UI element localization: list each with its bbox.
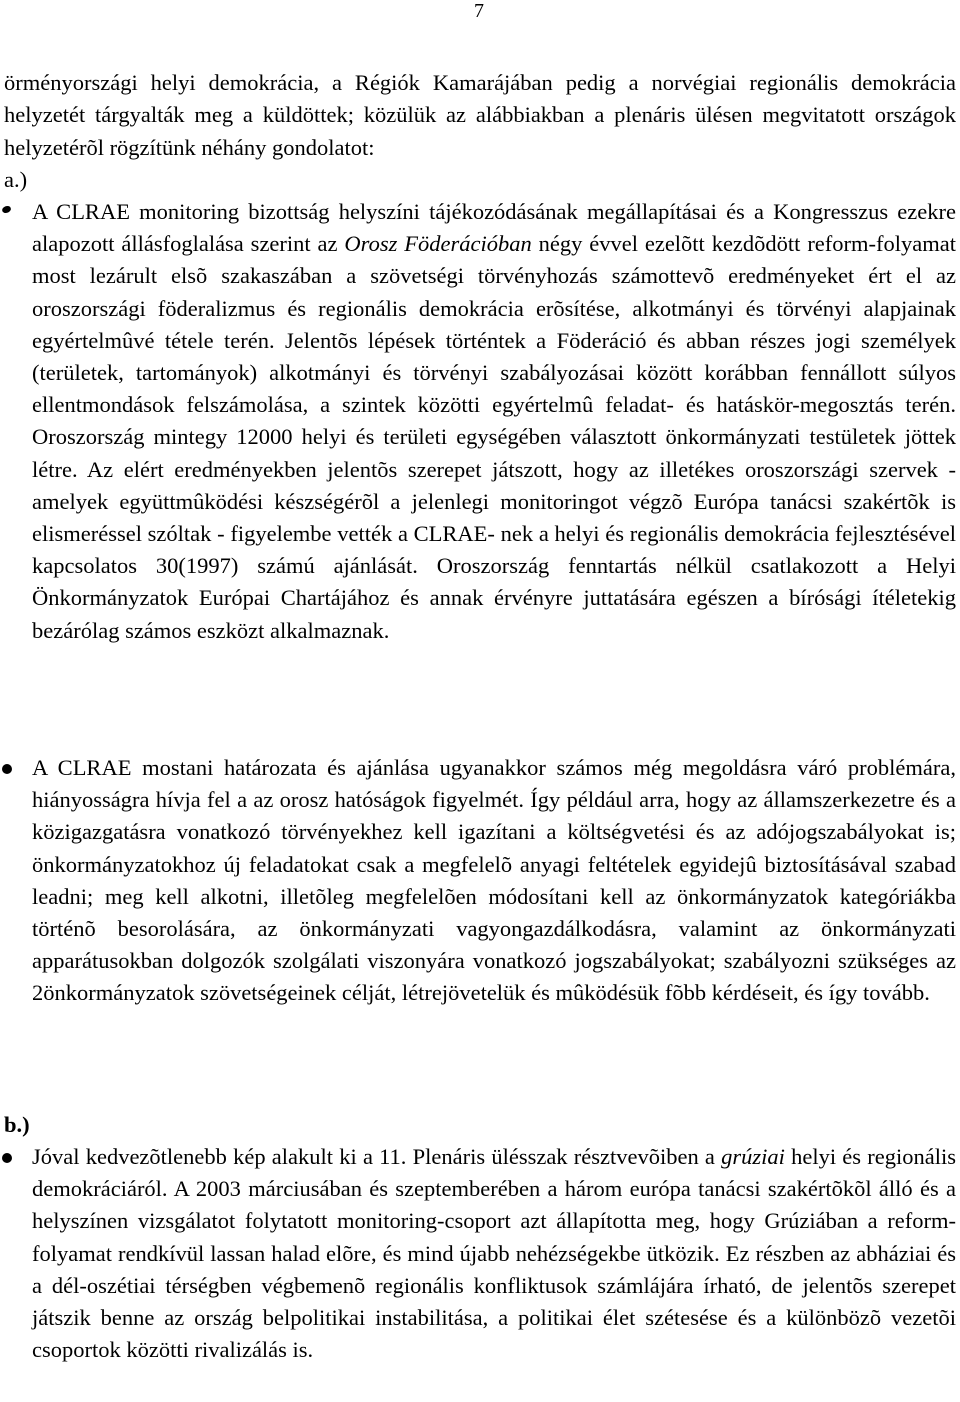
item-text-pre: A CLRAE mostani határozata és ajánlása ugyanakkor számos még megoldásra váró problémára, hiányosságra hívja fel a az orosz hatóságok figyelmét. Így például arra, hogy az államszerkezetre és a közigazgatásra vonatkozó törvényekhez kell igazítani a költségvetési és az adójogszabályokat is; önkormányzatokhoz új feladatokat csak a megfelelõ anyagi feltételek egyidejû biztosításával szabad leadni; meg kell alkotni, illetõleg megfelelõen módosítani kell az önkormányzatok kategóriákba történõ besorolására, az önkormányzati vagyongazdálkodásra, valamint az önkormányzati apparátusokban dolgozók szolgálati viszonyára vonatkozó jogszabályokat; szabályozni szükséges az 2önkormányzatok szövetségeinek célját, létrejövetelük és mûködésük fõbb kérdéseit, és így tovább. xyxy=(32,755,956,1006)
item-text-emphasis: Orosz Föderációban xyxy=(344,231,532,257)
section-a-label: a.) xyxy=(4,167,28,192)
item-text-pre: A CLRAE monitoring bizottság helyszíni tájékozódásának megállapításai és a Kongresszus ezekre alapozott állásfoglalása szerint az xyxy=(32,199,956,257)
intro-paragraph: örményországi helyi demokrácia, a Régiók Kamarájában pedig a norvégiai regionális demokrácia helyzetét tárgyalták meg a küldöttek; közülük az alábbiakban a plenáris ülésen megvitatott országok helyzetérõl rögzítünk néhány gondolatot: xyxy=(4,70,956,160)
bullet-icon xyxy=(2,1153,12,1163)
item-text-pre: Jóval kedvezõtlenebb kép alakult ki a 11. Plenáris ülésszak résztvevõiben a xyxy=(32,1144,722,1169)
item-text-emphasis: grúziai xyxy=(721,1144,785,1169)
item-text-post: négy évvel ezelõtt kezdõdött reform-folyamat most lezárult elsõ szakaszában a szövetségi törvényhozás számottevõ eredményeket ért el az oroszországi föderalizmus és regionális demokrácia erõsítése, alkotmányi és törvényi alapjainak egyértelmûvé tétele terén. Jelentõs lépések történtek a Föderáció és abban részes jogi személyek (területek, tartományok) alkotmányi és törvényi szabályozásai között korábban fennállott súlyos ellentmondások felszámolása, a szintek közötti egyértelmû feladat- és hatáskör-megosztás terén. Oroszország mintegy 12000 helyi és területi egységében választott önkormányzati testületek jöttek létre. Az elért eredményekben jelentõs szerepet játszott, hogy az illetékes oroszországi szervek - amelyek együttmûködési készségérõl a jelenlegi monitoringot végzõ Európa tanácsi szakértõk is elismeréssel szóltak - figyelembe vették a CLRAE- nek a helyi és regionális demokrácia fejlesztésével kapcsolatos 30(1997) számú ajánlását. Oroszország fenntartás nélkül csatlakozott a Helyi Önkormányzatok Európai Chartájához és annak érvényre juttatására egészen a bírósági ítéletekig bezárólag számos eszközt alkalmaznak. xyxy=(32,231,956,643)
bullet-item-georgia xyxy=(32,1141,956,1366)
bullet-item-russia xyxy=(32,196,956,647)
bullet-item-clrae-resolution xyxy=(32,752,956,1010)
section-b-label: b.) xyxy=(4,1112,30,1137)
bullet-icon xyxy=(1,205,12,214)
bullet-icon xyxy=(2,764,12,774)
page-number: 7 xyxy=(474,0,484,22)
item-text-post: helyi és regionális demokráciáról. A 2003 márciusában és szeptemberében a három európa tanácsi szakértõkõl álló és a helyszínen vizsgálatot folytatott monitoring-csoport azt állapította meg, hogy Grúziában a reform-folyamat rendkívül lassan halad elõre, és mind újabb nehézségekbe ütközik. Ez részben az abháziai és a dél-oszétiai térségben végbemenõ regionális konfliktusok számlájára írható, de jelentõs szerepet játszik benne az ország belpolitikai instabilitása, a politikai élet szétesése és a különbözõ vezetõi csoportok közötti rivalizálás is. xyxy=(32,1144,956,1363)
